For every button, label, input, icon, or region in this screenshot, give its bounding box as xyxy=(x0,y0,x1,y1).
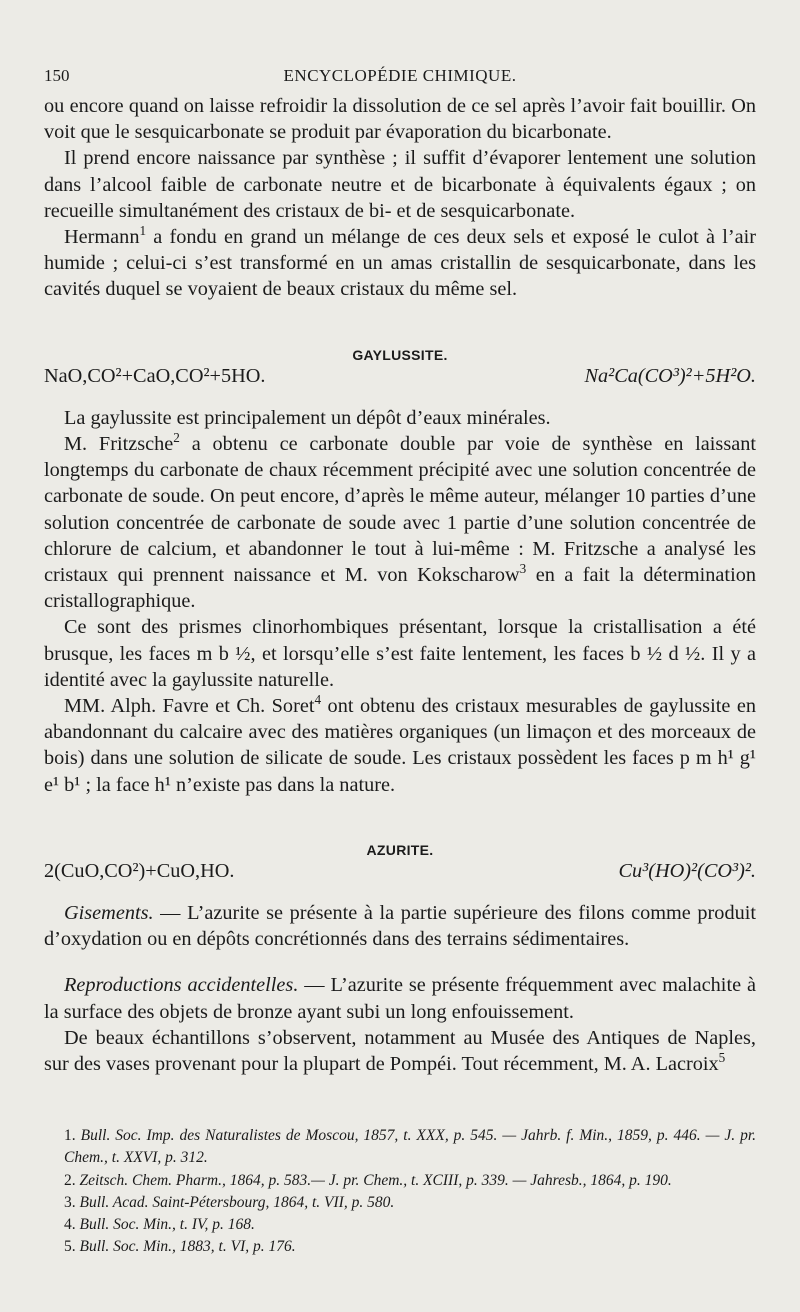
author-name: M. Fritzsche xyxy=(64,433,174,456)
author-name: MM. Alph. Favre et Ch. Soret xyxy=(64,695,315,718)
main-text xyxy=(44,93,756,1077)
paragraph xyxy=(44,1025,756,1077)
section-title-gaylussite: GAYLUSSITE. xyxy=(352,346,448,363)
paragraph xyxy=(44,900,756,952)
author-name: Hermann xyxy=(64,226,140,249)
footnote-text: Zeitsch. Chem. Pharm., 1864, p. 583.— J. pr. Chem., t. XCIII, p. 339. — Jahresb., 1864, p. 190. xyxy=(79,1171,672,1189)
paragraph: La gaylussite est principalement un dépôt d’eaux minérales. xyxy=(64,406,551,429)
formula-row-gaylussite xyxy=(44,363,756,389)
footnote-number: 4. xyxy=(64,1216,76,1234)
footnote-ref[interactable]: 1 xyxy=(139,223,147,239)
formula-atomic: Cu³(HO)²(CO³)². xyxy=(618,859,756,882)
footnote-text: Bull. Acad. Saint-Pétersbourg, 1864, t. VII, p. 580. xyxy=(79,1193,395,1211)
footnote-number: 1. xyxy=(64,1127,76,1144)
running-title: ENCYCLOPÉDIE CHIMIQUE. xyxy=(283,66,517,85)
formula-atomic: Na²Ca(CO³)²+5H²O. xyxy=(584,364,756,387)
page-number: 150 xyxy=(44,66,70,85)
footnote xyxy=(44,1214,756,1236)
paragraph-text: a obtenu ce carbonate double par voie de synthèse en laissant longtemps du carbonate de chaux récemment précipité avec une solution concentrée de carbonate de soude. On peut encore, d’après le même auteur, mélanger 10 parties d’une solution concentrée de carbonate de soude avec 1 partie d’une solution concentrée de chlorure de calcium, et abandonner le tout à lui-même : M. Fritzsche a analysé les cristaux qui prennent naissance et M. von Kokscharow xyxy=(44,433,756,587)
footnote-number: 2. xyxy=(64,1171,76,1189)
footnote-ref[interactable]: 5 xyxy=(718,1050,726,1066)
footnote-number: 5. xyxy=(64,1238,76,1256)
formula-equivalent: NaO,CO²+CaO,CO²+5HO. xyxy=(44,364,266,387)
paragraph xyxy=(44,431,756,614)
paragraph-text: ont obtenu des cristaux mesurables de gaylussite en abandonnant du calcaire avec des matières organiques (un limaçon et des morceaux de bois) dans une solution de silicate de soude. Les cristaux possèdent les faces p m h¹ g¹ e¹ b¹ ; la face h¹ n’existe pas dans la nature. xyxy=(44,695,756,796)
paragraph xyxy=(44,693,756,798)
footnote-number: 3. xyxy=(64,1193,76,1211)
paragraph-text: — L’azurite se présente fréquemment avec malachite à la surface des objets de bronze ayant subi un long enfouissement. xyxy=(44,974,756,1023)
paragraph: ou encore quand on laisse refroidir la dissolution de ce sel après l’avoir fait bouillir. On voit que le sesquicarbonate se produit par évaporation du bicarbonate. xyxy=(44,95,756,144)
footnote xyxy=(44,1170,756,1192)
paragraph-text: — L’azurite se présente à la partie supérieure des filons comme produit d’oxydation ou en dépôts concrétionnés dans des terrains sédimentaires. xyxy=(44,902,756,951)
footnote-text: Bull. Soc. Imp. des Naturalistes de Moscou, 1857, t. XXX, p. 545. — Jahrb. f. Min., 1859, p. 446. — J. pr. Chem., t. XXVI, p. 312. xyxy=(64,1127,757,1167)
paragraph xyxy=(44,972,756,1024)
footnote xyxy=(44,1236,756,1258)
paragraph xyxy=(44,224,756,303)
paragraph-text: en a fait la détermination cristallographique. xyxy=(44,564,756,613)
formula-equivalent: 2(CuO,CO²)+CuO,HO. xyxy=(44,859,235,882)
footnote-ref[interactable]: 2 xyxy=(173,430,180,446)
footnote-text: Bull. Soc. Min., 1883, t. VI, p. 176. xyxy=(79,1238,296,1256)
footnotes xyxy=(44,1125,756,1259)
footnote xyxy=(44,1192,756,1214)
footnote-text: Bull. Soc. Min., t. IV, p. 168. xyxy=(79,1216,255,1234)
footnote xyxy=(44,1125,756,1170)
subsection-label: Gisements. xyxy=(64,902,154,925)
footnote-ref[interactable]: 4 xyxy=(314,692,322,708)
subsection-label: Reproductions accidentelles. xyxy=(64,974,299,997)
paragraph-text: De beaux échantillons s’observent, notamment au Musée des Antiques de Naples, sur des vases provenant pour la plupart de Pompéi. Tout récemment, M. A. Lacroix xyxy=(44,1026,756,1076)
page-header xyxy=(44,66,756,90)
footnote-ref[interactable]: 3 xyxy=(519,561,527,577)
formula-row-azurite xyxy=(44,858,756,884)
paragraph: Ce sont des prismes clinorhombiques présentant, lorsque la cristallisation a été brusque, les faces m b ½, et lorsqu’elle s’est faite lentement, les faces b ½ d ½. Il y a identité avec la gaylussite naturelle. xyxy=(44,616,756,691)
paragraph-text: a fondu en grand un mélange de ces deux sels et exposé le culot à l’air humide ; celui-ci s’est transformé en un amas cristallin de sesquicarbonate, dans les cavités duquel se voyaient de beaux cristaux du même sel. xyxy=(44,226,756,301)
section-title-azurite: AZURITE. xyxy=(366,841,434,858)
paragraph: Il prend encore naissance par synthèse ; il suffit d’évaporer lentement une solution dans l’alcool faible de carbonate neutre et de bicarbonate à équivalents égaux ; on recueille simultanément des cristaux de bi- et de sesquicarbonate. xyxy=(44,147,756,222)
